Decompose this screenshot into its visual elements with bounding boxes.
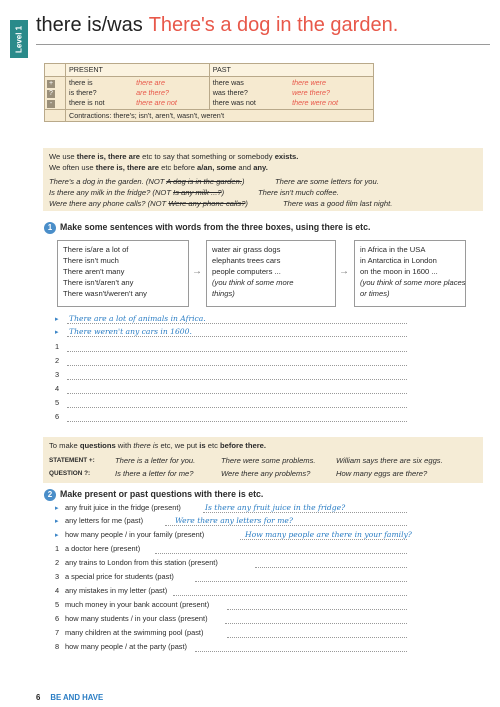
table-present-singular bbox=[66, 77, 134, 110]
table-corner bbox=[45, 64, 66, 77]
table-head-present: PRESENT bbox=[66, 64, 210, 77]
question-line[interactable]: 4 any mistakes in my letter (past) bbox=[55, 586, 407, 598]
minus-symbol-icon: - bbox=[47, 100, 55, 108]
play-triangle-icon: ▸ bbox=[55, 505, 59, 512]
exercise-1-title: 1 Make some sentences with words from the three boxes, using there is etc. bbox=[44, 222, 370, 234]
table-cell: is there? bbox=[69, 88, 97, 97]
table-cell: there are not bbox=[136, 98, 177, 107]
statement-example: William says there are six eggs. bbox=[336, 456, 443, 465]
table-cell: there is bbox=[69, 78, 93, 87]
play-triangle-icon: ▸ bbox=[55, 316, 59, 323]
question-line[interactable]: ▸ any letters for me (past) Were there any letters for me? bbox=[55, 516, 407, 528]
exercise-2-title: 2 Make present or past questions with there is etc. bbox=[44, 489, 263, 501]
answer-line[interactable] bbox=[55, 314, 407, 326]
answer-line[interactable]: 6 bbox=[55, 412, 407, 424]
page-title bbox=[36, 14, 398, 37]
table-corner bbox=[45, 110, 66, 122]
word-box-1: There is/are a lot of There isn't much There aren't many There isn't/aren't any There wasn't/weren't any bbox=[57, 240, 189, 307]
page-number: 6 bbox=[36, 693, 41, 702]
question-line[interactable]: 3 a special price for students (past) bbox=[55, 572, 407, 584]
rule-example-2: Is there any milk in the fridge? (NOT Is any milk ...?) bbox=[49, 188, 225, 197]
table-head-past: PAST bbox=[209, 64, 373, 77]
statement-example: There is a letter for you. bbox=[115, 456, 196, 465]
rule-example-3b: There was a good film last night. bbox=[283, 199, 393, 208]
sample-answer: Is there any fruit juice in the fridge? bbox=[205, 503, 346, 512]
table-cell: are there? bbox=[136, 88, 169, 97]
rule-example-3: Were there any phone calls? (NOT Were any phone calls?) bbox=[49, 199, 248, 208]
plus-symbol-icon: + bbox=[48, 80, 54, 87]
statement-example: There were some problems. bbox=[221, 456, 316, 465]
table-cell: there were bbox=[292, 78, 327, 87]
question-line[interactable]: 5 much money in your bank account (present) bbox=[55, 600, 407, 612]
play-triangle-icon: ▸ bbox=[55, 329, 59, 336]
rule-example-2b: There isn't much coffee. bbox=[258, 188, 339, 197]
rule-example-1: There's a dog in the garden. (NOT A dog is in the garden.) bbox=[49, 177, 245, 186]
question-line[interactable]: ▸ how many people / in your family (present) How many people are there in your family? bbox=[55, 530, 412, 539]
sample-answer: How many people are there in your family? bbox=[245, 530, 412, 539]
table-symbols bbox=[45, 77, 66, 110]
answer-line[interactable]: 1 bbox=[55, 342, 407, 354]
table-contractions: Contractions: there's; isn't, aren't, wasn't, weren't bbox=[66, 110, 374, 122]
answer-line[interactable]: 5 bbox=[55, 398, 407, 410]
question-line[interactable]: 7 many children at the swimming pool (past) bbox=[55, 628, 407, 640]
exercise-number-icon: 1 bbox=[44, 222, 56, 234]
table-cell: there are bbox=[136, 78, 165, 87]
title-rule bbox=[36, 44, 490, 45]
table-present-plural bbox=[133, 77, 209, 110]
answer-line[interactable]: 3 bbox=[55, 370, 407, 382]
play-triangle-icon: ▸ bbox=[55, 532, 59, 539]
title-example: There's a dog in the garden. bbox=[148, 14, 399, 36]
sample-answer: There are a lot of animals in Africa. bbox=[69, 314, 206, 323]
question-line[interactable]: 6 how many students / in your class (present) bbox=[55, 614, 407, 626]
answer-line[interactable]: 4 bbox=[55, 384, 407, 396]
table-cell: was there? bbox=[212, 88, 248, 97]
rule-box bbox=[43, 148, 483, 211]
statement-tag: STATEMENT +: bbox=[49, 457, 95, 464]
tense-table bbox=[44, 63, 374, 122]
answer-line[interactable]: 2 bbox=[55, 356, 407, 368]
table-past-singular bbox=[209, 77, 289, 110]
table-cell: there were not bbox=[292, 98, 339, 107]
table-cell: there was not bbox=[212, 98, 256, 107]
page-footer bbox=[36, 693, 103, 702]
question-line[interactable]: 1 a doctor here (present) bbox=[55, 544, 407, 556]
question-symbol-icon: ? bbox=[47, 90, 55, 98]
question-line[interactable]: 2 any trains to London from this station (present) bbox=[55, 558, 407, 570]
rule-example-1b: There are some letters for you. bbox=[275, 177, 379, 186]
table-past-plural bbox=[289, 77, 373, 110]
sample-answer: Were there any letters for me? bbox=[175, 516, 293, 525]
table-cell: there was bbox=[212, 78, 244, 87]
question-rule-line: To make questions with there is etc, we put is etc before there. bbox=[49, 441, 266, 450]
word-box-2: water air grass dogs elephants trees cars people computers ... (you think of some more things) bbox=[206, 240, 336, 307]
title-main: there is/was bbox=[36, 14, 143, 36]
table-cell: were there? bbox=[292, 88, 331, 97]
answer-line[interactable] bbox=[55, 327, 407, 339]
question-line[interactable]: ▸ any fruit juice in the fridge (present) Is there any fruit juice in the fridge? bbox=[55, 503, 407, 515]
arrow-right-icon: → bbox=[339, 266, 349, 277]
question-rule-box bbox=[43, 437, 483, 483]
word-box-3: in Africa in the USA in Antarctica in London on the moon in 1600 ... (you think of some more places or times) bbox=[354, 240, 466, 307]
sample-answer: There weren't any cars in 1600. bbox=[69, 327, 192, 336]
arrow-right-icon: → bbox=[192, 266, 202, 277]
question-line[interactable]: 8 how many people / at the party (past) bbox=[55, 642, 407, 654]
play-triangle-icon: ▸ bbox=[55, 518, 59, 525]
question-tag: QUESTION ?: bbox=[49, 470, 91, 477]
question-example: Is there a letter for me? bbox=[115, 469, 194, 478]
question-example: Were there any problems? bbox=[221, 469, 311, 478]
question-example: How many eggs are there? bbox=[336, 469, 428, 478]
table-body bbox=[45, 77, 374, 110]
level-tab: Level 1 bbox=[10, 20, 28, 58]
section-name: BE AND HAVE bbox=[50, 693, 104, 702]
rule-line-2: We often use there is, there are etc before a/an, some and any. bbox=[49, 163, 268, 172]
table-cell: there is not bbox=[69, 98, 105, 107]
rule-line-1: We use there is, there are etc to say that something or somebody exists. bbox=[49, 152, 299, 161]
exercise-number-icon: 2 bbox=[44, 489, 56, 501]
